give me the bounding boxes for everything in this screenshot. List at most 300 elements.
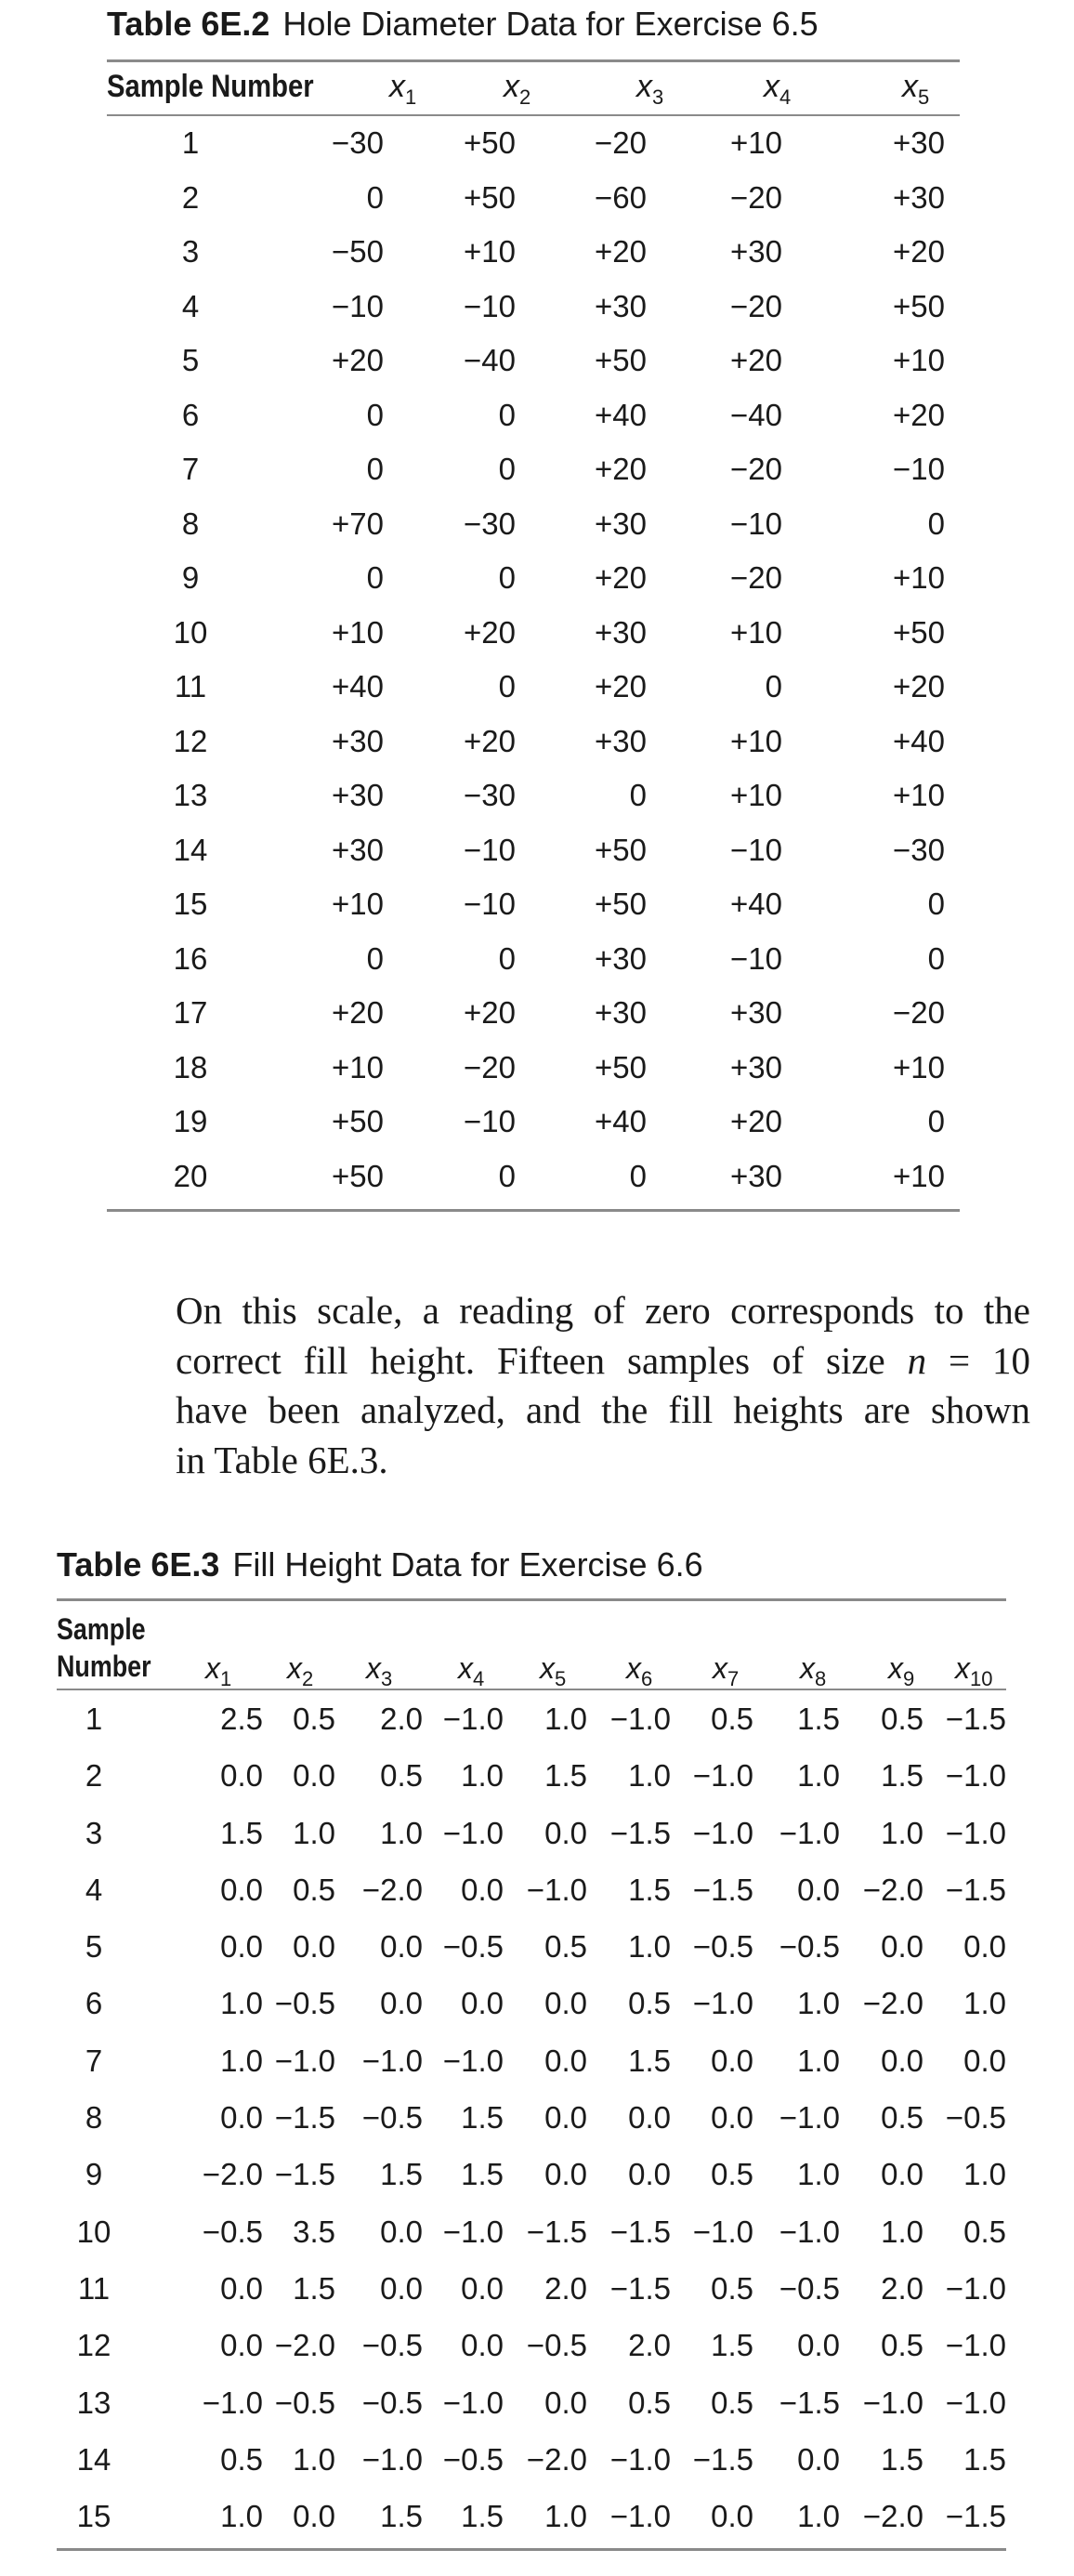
value-cell: 0.0 [711,2499,753,2534]
value-cell: 0.0 [380,2270,423,2306]
table-row [107,877,960,932]
value-cell: +50 [464,125,516,160]
table-6e2-col-header [504,68,530,116]
value-cell: −2.0 [202,2157,263,2192]
value-cell: +20 [893,234,945,269]
sample-number-cell: 8 [181,506,200,541]
value-cell: 0.0 [881,2157,923,2192]
value-cell: 1.0 [293,2441,335,2477]
value-cell: 1.0 [881,2214,923,2249]
value-cell: 1.5 [881,2441,923,2477]
table-row [107,1095,960,1150]
table-6e3-x3-header: $x_3$ [366,1651,393,1690]
table-6e2-x1-header: $x_1$ [389,69,417,109]
value-cell: +50 [332,1158,384,1193]
value-cell: +30 [595,506,647,541]
table-6e2-x4-header: $x_4$ [764,69,792,109]
value-cell: 0.5 [544,1929,587,1965]
value-cell: 1.0 [628,1929,671,1965]
value-cell: −1.5 [779,2385,840,2420]
value-cell: 0.0 [628,2157,671,2192]
value-cell: 0 [498,940,516,976]
value-cell: 1.0 [380,1815,423,1850]
sample-number-cell: 15 [173,887,208,921]
value-cell: −0.5 [526,2328,587,2363]
value-cell: −1.0 [526,1872,587,1907]
value-cell: +30 [332,723,384,758]
sample-number-cell: 19 [173,1104,208,1138]
value-cell: −0.5 [779,2270,840,2306]
value-cell: −1.0 [361,2441,423,2477]
value-cell: +50 [332,1104,384,1138]
value-cell: 0.0 [293,1758,335,1794]
value-cell: 0.5 [711,1702,753,1736]
value-cell: −20 [893,995,945,1030]
value-cell: 0.0 [797,2328,840,2363]
value-cell: +20 [464,723,516,758]
table-6e2-header [107,59,960,116]
value-cell: +40 [332,669,384,703]
value-cell: +50 [464,179,516,215]
table-row [57,2317,1006,2373]
value-cell: +20 [595,234,647,269]
value-cell: −2.0 [862,1986,923,2021]
sample-number-cell: 3 [181,234,200,269]
value-cell: +30 [332,832,384,867]
table-row [107,769,960,823]
value-cell: 1.5 [797,1702,840,1736]
table-6e3-x9-header: $x_9$ [888,1651,915,1690]
value-cell: −1.0 [442,2214,504,2249]
table-6e2-col-header [764,68,791,116]
value-cell: 1.0 [293,1815,335,1850]
value-cell: +30 [730,995,782,1030]
value-cell: 0.0 [797,2441,840,2477]
sample-number-cell: 13 [76,2385,111,2420]
sample-number-cell: 9 [85,2157,103,2192]
sample-number-cell: 2 [181,179,200,215]
value-cell: −1.5 [609,1815,671,1850]
sample-number-cell: 14 [76,2441,111,2477]
value-cell: 0.0 [711,2100,753,2136]
sample-number-cell: 13 [173,778,208,812]
value-cell: −30 [464,506,516,541]
sample-number-cell: 5 [181,343,200,377]
value-cell: −20 [464,1049,516,1084]
table-row [57,2374,1006,2431]
value-cell: −1.5 [609,2270,671,2306]
value-cell: 0.0 [544,2100,587,2136]
value-cell: 0 [498,560,516,595]
value-cell: −30 [332,125,384,160]
value-cell: −1.0 [692,1815,753,1850]
value-cell: 1.5 [881,1758,923,1794]
table-6e3-x10-header: $x_{10}$ [955,1651,993,1690]
sample-number-cell: 1 [85,1702,103,1736]
value-cell: +10 [730,125,782,160]
value-cell: −2.0 [862,2499,923,2534]
value-cell: −1.0 [779,2214,840,2249]
value-cell: 0 [498,1158,516,1193]
body-paragraph [176,1286,1030,1485]
value-cell: 0.5 [881,1702,923,1736]
sample-number-cell: 4 [85,1872,103,1907]
value-cell: −20 [730,288,782,323]
value-cell: 0.0 [963,2043,1006,2078]
value-cell: +10 [332,614,384,650]
value-cell: 0.0 [380,1929,423,1965]
value-cell: +20 [464,995,516,1030]
value-cell: +50 [893,614,945,650]
table-6e3-bottom-rule [57,2548,1006,2551]
sample-number-cell: 17 [173,995,208,1030]
value-cell: +10 [332,1049,384,1084]
value-cell: −1.0 [609,1702,671,1736]
value-cell: 1.0 [963,1986,1006,2021]
value-cell: 1.0 [797,2043,840,2078]
value-cell: 0.5 [881,2100,923,2136]
table-6e3-col-header [458,1651,484,1696]
paragraph-line-3: have been analyzed, and the fill heights are shown [176,1388,1030,1431]
table-row [107,280,960,335]
value-cell: 2.5 [220,1702,263,1736]
value-cell: 0 [927,506,945,541]
sample-number-cell: 20 [173,1158,208,1193]
value-cell: −20 [595,125,647,160]
value-cell: 1.5 [461,2100,504,2136]
sample-number-cell: 12 [173,723,208,758]
value-cell: −2.0 [274,2328,335,2363]
sample-number-cell: 4 [181,288,200,323]
sample-number-cell: 5 [85,1929,103,1965]
table-6e3-col-header [888,1651,914,1696]
value-cell: −10 [464,1104,516,1138]
value-cell: 0 [927,940,945,976]
table-row [107,497,960,552]
value-cell: −1.5 [945,1872,1006,1907]
value-cell: −1.5 [692,2441,753,2477]
value-cell: 0 [927,1104,945,1138]
table-row [57,2032,1006,2089]
table-6e2-label: Table 6E.2 [107,5,270,43]
value-cell: −1.0 [442,2043,504,2078]
value-cell: −10 [464,887,516,921]
value-cell: 0 [366,452,384,486]
sample-number-cell: 15 [76,2499,111,2534]
value-cell: −10 [730,506,782,541]
value-cell: −30 [893,832,945,867]
value-cell: −40 [464,343,516,377]
table-6e2-x2-header: $x_2$ [504,69,531,109]
table-row [107,1041,960,1096]
value-cell: 1.5 [544,1758,587,1794]
table-6e2-col-header [902,68,929,116]
sample-number-cell: 7 [85,2043,103,2078]
value-cell: 0.0 [461,2270,504,2306]
value-cell: +20 [595,560,647,595]
table-row [107,986,960,1041]
paragraph-line-2 [176,1336,1030,1387]
table-6e3-header [57,1601,1006,1690]
table-6e2-title: Hole Diameter Data for Exercise 6.5 [282,5,819,43]
value-cell: +10 [893,1049,945,1084]
value-cell: +30 [595,614,647,650]
paragraph-line-1: On this scale, a reading of zero corresponds to the [176,1289,1030,1332]
value-cell: −10 [730,940,782,976]
table-6e2-col-header [389,68,416,116]
value-cell: −0.5 [274,1986,335,2021]
sample-number-cell: 1 [181,125,200,160]
value-cell: −1.0 [442,1815,504,1850]
value-cell: 0 [498,397,516,432]
value-cell: +10 [893,560,945,595]
table-row [107,823,960,878]
paragraph-line-4: in Table 6E.3. [176,1438,388,1481]
table-row [107,1150,960,1204]
value-cell: +20 [332,343,384,377]
value-cell: −1.5 [692,1872,753,1907]
value-cell: 0.0 [380,2214,423,2249]
table-row [57,2488,1006,2544]
table-row [57,2203,1006,2260]
value-cell: +30 [893,179,945,215]
value-cell: −1.0 [274,2043,335,2078]
value-cell: +70 [332,506,384,541]
value-cell: −1.0 [779,1815,840,1850]
sample-number-cell: 11 [174,669,207,703]
table-row [57,2089,1006,2146]
table-6e2-x3-header: $x_3$ [636,69,664,109]
value-cell: +30 [595,940,647,976]
sample-number-cell: 9 [181,560,200,595]
value-cell: +40 [595,1104,647,1138]
value-cell: 0.0 [544,1815,587,1850]
paragraph-line-2-text: correct fill height. Fifteen samples of size [176,1338,908,1382]
value-cell: −0.5 [442,2441,504,2477]
table-6e3-header-line-1: Sample [57,1612,146,1646]
table-6e3-col-header [540,1651,566,1696]
value-cell: +20 [464,614,516,650]
value-cell: +20 [730,343,782,377]
value-cell: −30 [464,778,516,812]
value-cell: +30 [332,778,384,812]
table-6e2-bottom-rule [107,1209,960,1212]
table-row [107,442,960,497]
value-cell: +10 [730,778,782,812]
value-cell: 0.0 [881,2043,923,2078]
table-row [57,2146,1006,2202]
value-cell: −0.5 [692,1929,753,1965]
paragraph-line-2-value: = 10 [926,1338,1031,1382]
value-cell: 1.5 [220,1815,263,1850]
table-row [57,1918,1006,1975]
table-6e3-caption [57,1544,703,1585]
value-cell: 1.0 [220,2499,263,2534]
table-6e3-label: Table 6E.3 [57,1545,220,1584]
sample-number-cell: 6 [85,1986,103,2021]
value-cell: −2.0 [862,1872,923,1907]
table-row [107,715,960,769]
value-cell: 1.5 [628,1872,671,1907]
value-cell: 1.0 [544,1702,587,1736]
table-6e2-col-header [636,68,663,116]
value-cell: −1.5 [526,2214,587,2249]
value-cell: −1.0 [609,2499,671,2534]
value-cell: −0.5 [779,1929,840,1965]
value-cell: +10 [893,1158,945,1193]
value-cell: −1.0 [692,1986,753,2021]
value-cell: +50 [595,832,647,867]
value-cell: +40 [730,887,782,921]
value-cell: 0.0 [461,1872,504,1907]
value-cell: 0.5 [628,1986,671,2021]
value-cell: +50 [595,887,647,921]
value-cell: 0.0 [220,2100,263,2136]
value-cell: −10 [730,832,782,867]
table-row [57,1975,1006,2031]
value-cell: 1.0 [797,1758,840,1794]
value-cell: 0 [629,778,647,812]
value-cell: −1.0 [779,2100,840,2136]
table-row [57,2260,1006,2317]
value-cell: +40 [595,397,647,432]
sample-number-cell: 8 [85,2100,103,2136]
sample-number-cell: 16 [173,940,208,976]
value-cell: −2.0 [361,1872,423,1907]
value-cell: 1.0 [628,1758,671,1794]
value-cell: −1.0 [692,1758,753,1794]
table-6e3-body [57,1690,1006,2544]
table-6e2-caption [107,4,819,45]
value-cell: 0.0 [628,2100,671,2136]
value-cell: −0.5 [202,2214,263,2249]
table-row [57,1861,1006,1918]
value-cell: 2.0 [544,2270,587,2306]
value-cell: 1.0 [220,2043,263,2078]
value-cell: +20 [595,452,647,486]
value-cell: 3.5 [293,2214,335,2249]
value-cell: 1.5 [293,2270,335,2306]
value-cell: 1.0 [461,1758,504,1794]
value-cell: 0.0 [461,1986,504,2021]
table-6e3-x6-header: $x_6$ [626,1651,653,1690]
value-cell: −20 [730,560,782,595]
value-cell: 0 [366,940,384,976]
value-cell: −1.0 [442,1702,504,1736]
value-cell: 0.0 [220,1872,263,1907]
value-cell: −0.5 [442,1929,504,1965]
value-cell: −1.0 [945,2328,1006,2363]
value-cell: −20 [730,452,782,486]
table-6e3-col-header [800,1651,826,1696]
value-cell: 0.0 [963,1929,1006,1965]
value-cell: +10 [730,614,782,650]
value-cell: 0.0 [544,2043,587,2078]
sample-number-cell: 2 [85,1758,103,1794]
value-cell: −0.5 [361,2100,423,2136]
table-row [107,660,960,715]
table-6e3-col-header [955,1651,992,1696]
value-cell: 1.0 [881,1815,923,1850]
value-cell: 1.0 [797,2499,840,2534]
value-cell: 1.5 [461,2499,504,2534]
sample-number-cell: 10 [76,2214,111,2249]
sample-number-cell: 6 [181,397,200,432]
value-cell: −10 [464,832,516,867]
value-cell: +10 [332,887,384,921]
value-cell: −40 [730,397,782,432]
value-cell: 0.0 [220,1929,263,1965]
value-cell: −1.5 [274,2157,335,2192]
table-row [107,932,960,987]
value-cell: −10 [332,288,384,323]
value-cell: 0 [927,887,945,921]
table-6e3-col-header [626,1651,652,1696]
value-cell: +30 [730,1049,782,1084]
value-cell: −0.5 [945,2100,1006,2136]
table-row [57,1747,1006,1804]
value-cell: 2.0 [881,2270,923,2306]
value-cell: +20 [332,995,384,1030]
value-cell: +10 [730,723,782,758]
table-6e3-x7-header: $x_7$ [713,1651,740,1690]
table-row [107,334,960,388]
value-cell: −1.5 [945,1702,1006,1736]
value-cell: +50 [595,1049,647,1084]
value-cell: +30 [730,1158,782,1193]
value-cell: 1.0 [544,2499,587,2534]
table-row [107,551,960,606]
table-row [57,1690,1006,1747]
table-6e3-col-header [287,1651,313,1696]
table-6e3-sample-number-header [57,1610,151,1685]
value-cell: 1.5 [963,2441,1006,2477]
value-cell: 1.0 [797,1986,840,2021]
value-cell: −1.0 [692,2214,753,2249]
value-cell: +30 [595,723,647,758]
value-cell: −60 [595,179,647,215]
value-cell: −1.0 [609,2441,671,2477]
value-cell: 0.0 [220,2270,263,2306]
table-6e3-title: Fill Height Data for Exercise 6.6 [232,1545,703,1584]
value-cell: −1.5 [274,2100,335,2136]
value-cell: 0.5 [293,1872,335,1907]
table-6e3-x5-header: $x_5$ [540,1651,567,1690]
value-cell: 0 [366,179,384,215]
value-cell: −1.5 [609,2214,671,2249]
value-cell: +50 [893,288,945,323]
table-6e3-x1-header: $x_1$ [205,1651,232,1690]
value-cell: 0 [498,452,516,486]
value-cell: 0.5 [380,1758,423,1794]
value-cell: −0.5 [274,2385,335,2420]
value-cell: 0.0 [544,1986,587,2021]
sample-number-cell: 7 [181,452,200,486]
table-6e3-col-header [366,1651,392,1696]
value-cell: 2.0 [380,1702,423,1736]
table-row [57,1805,1006,1861]
table-6e2 [107,59,960,1212]
value-cell: +20 [595,669,647,703]
value-cell: 1.5 [380,2157,423,2192]
table-6e2-body [107,116,960,1203]
value-cell: 0.5 [628,2385,671,2420]
value-cell: 0.5 [293,1702,335,1736]
value-cell: −1.0 [945,1815,1006,1850]
table-6e3 [57,1598,1006,2551]
value-cell: 1.5 [380,2499,423,2534]
value-cell: 0.0 [220,2328,263,2363]
